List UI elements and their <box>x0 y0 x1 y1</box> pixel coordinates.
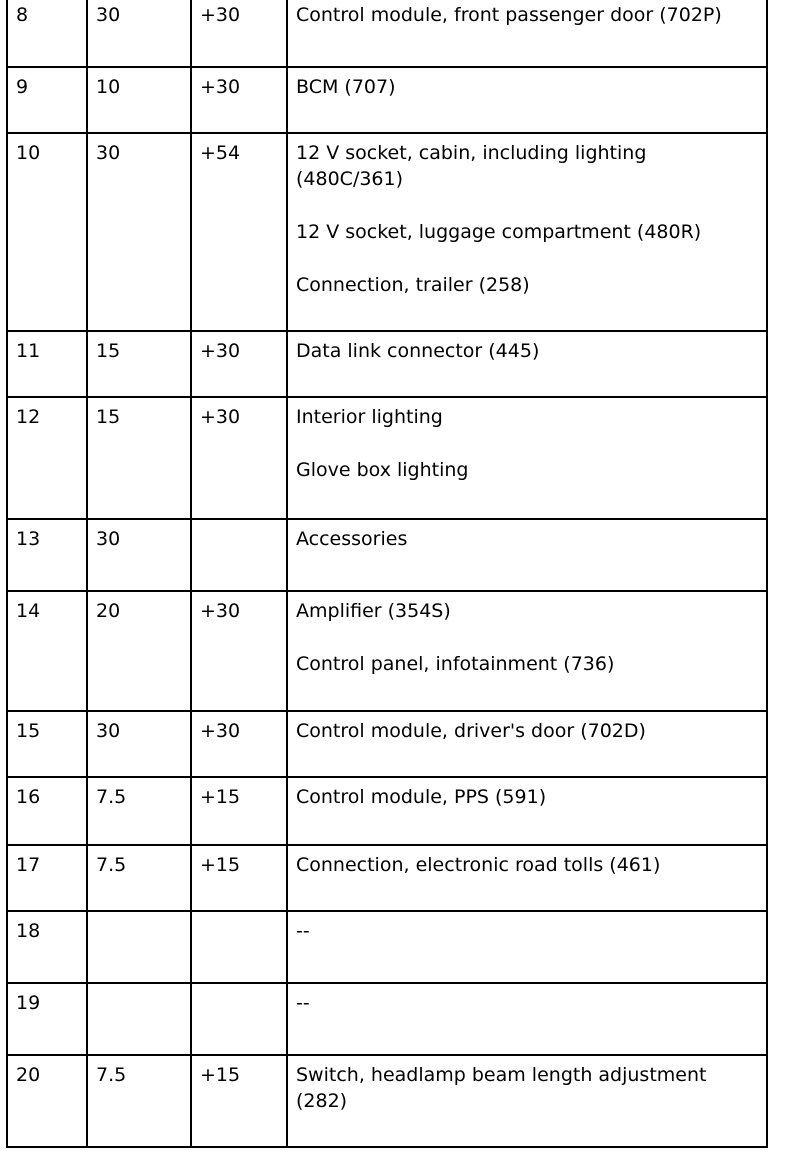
function-cell <box>287 0 767 67</box>
table-row <box>7 911 767 983</box>
function-cell <box>287 983 767 1055</box>
function-text: Glove box lighting <box>296 459 469 481</box>
fuse-number-cell: 11 <box>7 331 87 397</box>
amperage-cell: 30 <box>87 519 191 591</box>
amperage-cell: 20 <box>87 591 191 711</box>
fuse-number-cell: 13 <box>7 519 87 591</box>
amperage-cell: 30 <box>87 133 191 331</box>
function-text: Data link connector (445) <box>296 340 540 362</box>
function-text: Accessories <box>296 528 408 550</box>
amperage-cell: 7.5 <box>87 845 191 911</box>
function-text: Switch, headlamp beam length adjustment (282) <box>296 1064 707 1112</box>
function-text: Control module, front passenger door (702P) <box>296 4 722 26</box>
supply-cell: +30 <box>191 711 287 777</box>
function-text: -- <box>296 920 310 942</box>
function-text: -- <box>296 992 310 1014</box>
function-text: 12 V socket, luggage compartment (480R) <box>296 221 702 243</box>
amperage-cell: 30 <box>87 711 191 777</box>
function-cell <box>287 133 767 331</box>
function-cell <box>287 397 767 519</box>
fuse-number-cell: 20 <box>7 1055 87 1147</box>
function-text: 12 V socket, cabin, including lighting (480C/361) <box>296 142 647 190</box>
supply-cell: +15 <box>191 845 287 911</box>
supply-cell: +15 <box>191 1055 287 1147</box>
function-cell <box>287 67 767 133</box>
amperage-cell <box>87 983 191 1055</box>
table-row <box>7 331 767 397</box>
function-cell <box>287 845 767 911</box>
table-row <box>7 777 767 845</box>
amperage-cell <box>87 911 191 983</box>
table-row <box>7 519 767 591</box>
fuse-number-cell: 9 <box>7 67 87 133</box>
table-row <box>7 845 767 911</box>
fuse-number-cell: 16 <box>7 777 87 845</box>
function-text: BCM (707) <box>296 76 396 98</box>
table-row <box>7 397 767 519</box>
fuse-number-cell: 10 <box>7 133 87 331</box>
function-cell <box>287 519 767 591</box>
table-row <box>7 1055 767 1147</box>
supply-cell: +30 <box>191 67 287 133</box>
table-row <box>7 67 767 133</box>
table-row <box>7 983 767 1055</box>
function-text: Control module, driver's door (702D) <box>296 720 646 742</box>
supply-cell: +54 <box>191 133 287 331</box>
function-text: Connection, trailer (258) <box>296 274 530 296</box>
function-text: Connection, electronic road tolls (461) <box>296 854 661 876</box>
amperage-cell: 7.5 <box>87 777 191 845</box>
function-cell <box>287 711 767 777</box>
supply-cell: +30 <box>191 591 287 711</box>
supply-cell <box>191 983 287 1055</box>
fuse-number-cell: 8 <box>7 0 87 67</box>
fuse-table <box>6 0 768 1148</box>
fuse-number-cell: 15 <box>7 711 87 777</box>
supply-cell: +15 <box>191 777 287 845</box>
fuse-number-cell: 19 <box>7 983 87 1055</box>
amperage-cell: 30 <box>87 0 191 67</box>
function-text: Control panel, infotainment (736) <box>296 653 615 675</box>
amperage-cell: 10 <box>87 67 191 133</box>
fuse-number-cell: 18 <box>7 911 87 983</box>
supply-cell <box>191 519 287 591</box>
function-text: Control module, PPS (591) <box>296 786 547 808</box>
function-cell <box>287 777 767 845</box>
function-cell <box>287 591 767 711</box>
table-row <box>7 133 767 331</box>
fuse-number-cell: 12 <box>7 397 87 519</box>
supply-cell: +30 <box>191 397 287 519</box>
amperage-cell: 7.5 <box>87 1055 191 1147</box>
fuse-number-cell: 17 <box>7 845 87 911</box>
table-row <box>7 711 767 777</box>
amperage-cell: 15 <box>87 397 191 519</box>
function-cell <box>287 331 767 397</box>
supply-cell: +30 <box>191 331 287 397</box>
table-row <box>7 0 767 67</box>
fuse-number-cell: 14 <box>7 591 87 711</box>
supply-cell <box>191 911 287 983</box>
supply-cell: +30 <box>191 0 287 67</box>
function-cell <box>287 1055 767 1147</box>
function-text: Amplifier (354S) <box>296 600 451 622</box>
amperage-cell: 15 <box>87 331 191 397</box>
table-row <box>7 591 767 711</box>
function-cell <box>287 911 767 983</box>
function-text: Interior lighting <box>296 406 443 428</box>
